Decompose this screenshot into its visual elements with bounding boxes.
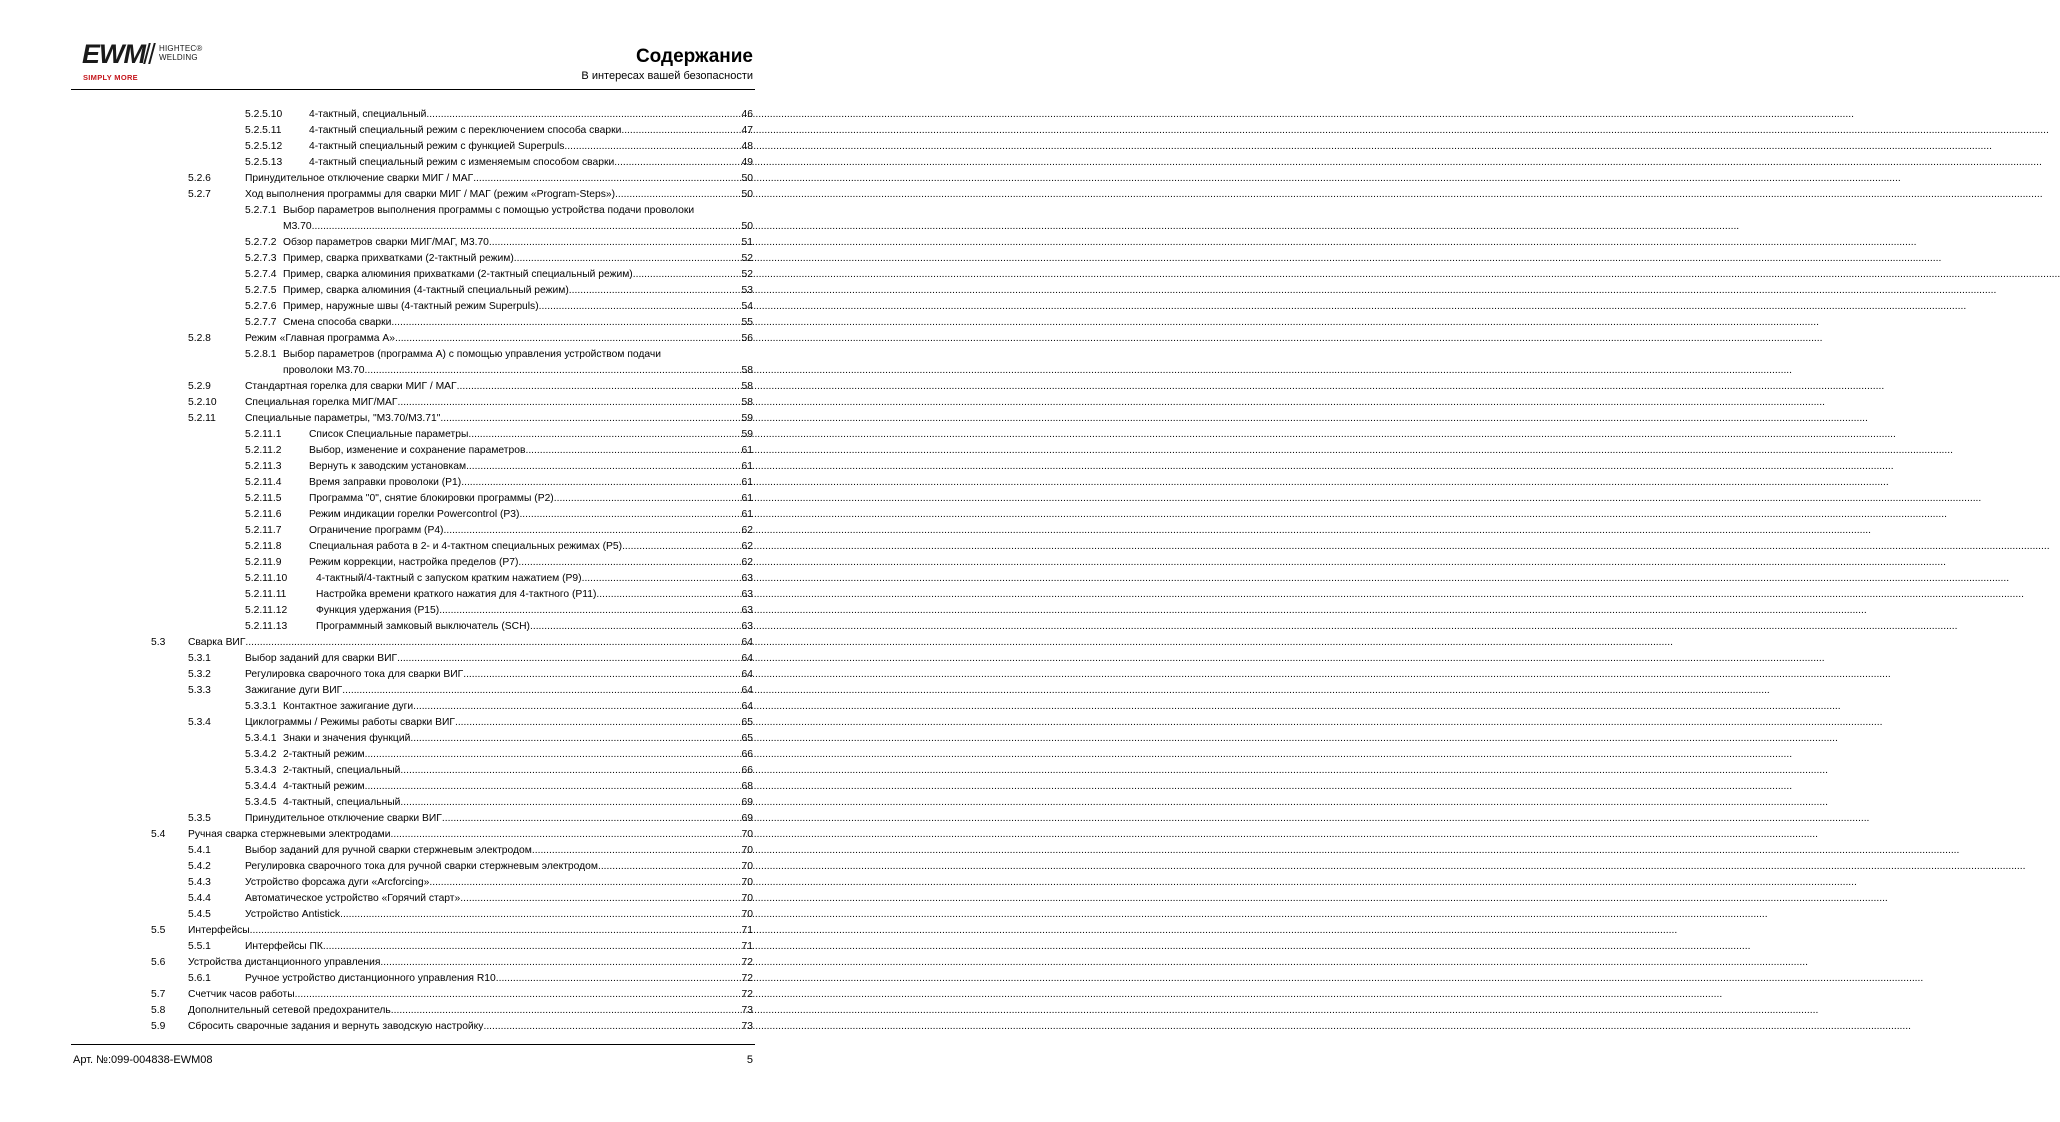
toc-leader-dots	[295, 987, 741, 1003]
toc-leader-dots	[250, 923, 741, 939]
toc-entry[interactable]	[0, 859, 793, 875]
logo-wordmark: EWM	[82, 39, 145, 69]
toc-entry-title: Сбросить сварочные задания и вернуть заводскую настройку	[188, 1021, 484, 1032]
toc-leader-dots	[615, 187, 740, 203]
toc-leader-dots	[496, 971, 741, 987]
toc-entry-page: 50	[741, 189, 753, 200]
toc-entry[interactable]	[0, 299, 793, 315]
toc-entry-number: 5.2.11.2	[245, 445, 282, 456]
toc-entry-page: 63	[741, 605, 753, 616]
toc-entry-number: 5.6.1	[188, 973, 211, 984]
toc-entry[interactable]	[0, 491, 793, 507]
toc-leader-dots	[483, 1019, 740, 1035]
toc-leader-dots	[439, 603, 740, 619]
toc-entry-page: 62	[741, 557, 753, 568]
toc-entry-title: Выбор параметров (программа А) с помощью управления устройством подачи	[283, 349, 662, 360]
toc-entry-page: 54	[741, 301, 753, 312]
toc-leader-dots	[582, 571, 741, 587]
toc-entry[interactable]	[0, 987, 793, 1003]
toc-leader-dots	[554, 491, 741, 507]
toc-leader-dots	[468, 427, 740, 443]
toc-entry-title: Выбор параметров выполнения программы с помощью устройства подачи проволоки	[283, 205, 695, 216]
toc-entry-number: 5.2.5.12	[245, 141, 283, 152]
toc-leader-dots	[455, 715, 741, 731]
logo-tagline-1: HIGHTEC®	[159, 44, 203, 53]
toc-entry-page: 64	[741, 685, 753, 696]
toc-entry-number: 5.2.7.6	[245, 301, 277, 312]
toc-entry-title: Ограничение программ (P4)	[309, 525, 444, 536]
toc-leader-dots	[564, 139, 740, 155]
toc-entry[interactable]	[0, 411, 793, 427]
toc-entry[interactable]	[0, 587, 793, 603]
toc-entry-title: Пример, сварка алюминия (4-тактный специальный режим)	[283, 285, 569, 296]
toc-leader-dots	[390, 827, 740, 843]
toc-entry-number: 5.3.3.1	[245, 701, 277, 712]
toc-entry-title: Ручная сварка стержневыми электродами	[188, 829, 391, 840]
article-number: Арт. №:099-004838-EWM08	[73, 1054, 213, 1066]
toc-entry-title: Пример, сварка прихватками (2-тактный режим)	[283, 253, 514, 264]
toc-entry-number: 5.2.11.10	[245, 573, 288, 584]
toc-leader-dots	[621, 123, 740, 139]
toc-entry[interactable]	[0, 459, 793, 475]
toc-entry[interactable]	[0, 603, 793, 619]
toc-entry[interactable]	[0, 907, 793, 923]
toc-entry-title: 4-тактный специальный режим с изменяемым способом сварки	[309, 157, 615, 168]
toc-entry-page: 56	[741, 333, 753, 344]
toc-entry-title: 4-тактный специальный режим с функцией Superpuls	[309, 141, 565, 152]
toc-entry[interactable]	[0, 235, 793, 251]
toc-entry-title: Специальная работа в 2- и 4-тактном специальных режимах (P5)	[309, 541, 623, 552]
toc-leader-dots	[518, 555, 740, 571]
toc-entry[interactable]	[0, 107, 793, 123]
toc-entry-page: 61	[741, 445, 753, 456]
toc-leader-dots	[440, 411, 740, 427]
toc-entry[interactable]	[0, 667, 793, 683]
toc-entry[interactable]	[0, 939, 793, 955]
toc-entry[interactable]	[0, 795, 793, 811]
toc-entry-number: 5.3.4.1	[245, 733, 277, 744]
logo-tagline-2: WELDING	[159, 53, 198, 62]
toc-entry-number: 5.2.11	[188, 413, 216, 424]
toc-entry[interactable]	[0, 683, 793, 699]
toc-entry-title: 4-тактный специальный режим с переключением способа сварки	[309, 125, 622, 136]
toc-entry-page: 51	[741, 237, 753, 248]
toc-entry-title: Вернуть к заводским установкам	[309, 461, 467, 472]
toc-entry-number: 5.2.9	[188, 381, 211, 392]
toc-entry-number: 5.2.7.2	[245, 237, 277, 248]
toc-entry-number: 5.2.6	[188, 173, 211, 184]
toc-entry-title: Сварка ВИГ	[188, 637, 246, 648]
toc-leader-dots	[598, 859, 741, 875]
toc-entry-page: 70	[741, 845, 753, 856]
toc-entry-title: Функция удержания (P15)	[316, 605, 440, 616]
toc-entry-number: 5.2.11.6	[245, 509, 282, 520]
toc-entry[interactable]	[0, 443, 793, 459]
toc-leader-dots	[461, 475, 740, 491]
toc-entry-number: 5.2.7.1	[245, 205, 277, 216]
toc-entry-number: 5.3	[151, 637, 166, 648]
toc-entry[interactable]	[0, 779, 793, 795]
toc-entry-number: 5.2.11.8	[245, 541, 282, 552]
toc-entry-title: Устройство форсажа дуги «Arcforcing»	[245, 877, 430, 888]
toc-leader-dots	[413, 699, 740, 715]
toc-entry-page: 70	[741, 909, 753, 920]
toc-entry-number: 5.2.10	[188, 397, 217, 408]
toc-entry-number: 5.3.1	[188, 653, 211, 664]
toc-entry-number: 5.2.11.11	[245, 589, 287, 600]
toc-entry[interactable]	[0, 875, 793, 891]
toc-entry-number: 5.6	[151, 957, 166, 968]
toc-leader-dots	[391, 1003, 741, 1019]
toc-entry-number: 5.3.3	[188, 685, 211, 696]
footer-divider	[71, 1044, 755, 1045]
toc-leader-dots	[596, 587, 740, 603]
toc-entry[interactable]	[0, 811, 793, 827]
toc-leader-dots	[245, 635, 740, 651]
toc-entry-title: Программный замковый выключатель (SCH)	[316, 621, 530, 632]
toc-leader-dots	[460, 891, 740, 907]
toc-entry-continuation[interactable]	[0, 363, 793, 379]
toc-entry-title: Пример, наружные швы (4-тактный режим Superpuls)	[283, 301, 539, 312]
toc-leader-dots	[397, 651, 740, 667]
toc-entry-page: 58	[741, 397, 753, 408]
toc-entry-title: Регулировка сварочного тока для ручной сварки стержневым электродом	[245, 861, 598, 872]
toc-entry[interactable]	[0, 395, 793, 411]
toc-leader-dots	[532, 843, 741, 859]
toc-entry[interactable]	[0, 523, 793, 539]
page-number: 5	[746, 1054, 753, 1066]
toc-entry-title: Специальные параметры, "M3.70/M3.71"	[245, 413, 441, 424]
toc-leader-dots	[426, 107, 740, 123]
toc-leader-dots	[443, 523, 740, 539]
toc-entry-number: 5.3.4.3	[245, 765, 277, 776]
toc-entry-title: 2-тактный, специальный	[283, 765, 401, 776]
logo-tagline	[159, 44, 203, 62]
toc-entry[interactable]	[0, 507, 793, 523]
toc-entry-page: 64	[741, 701, 753, 712]
toc-entry-title-continued: проволоки M3.70	[283, 365, 365, 376]
toc-entry-title: Дополнительный сетевой предохранитель	[188, 1005, 391, 1016]
toc-entry-number: 5.2.5.11	[245, 125, 282, 136]
toc-entry-number: 5.2.11.5	[245, 493, 282, 504]
toc-entry-page: 68	[741, 781, 753, 792]
toc-entry-page: 69	[741, 813, 753, 824]
toc-entry[interactable]	[0, 619, 793, 635]
toc-entry-page: 62	[741, 525, 753, 536]
toc-entry-page: 59	[741, 429, 753, 440]
toc-entry[interactable]	[0, 731, 793, 747]
toc-entry-page: 47	[741, 125, 753, 136]
toc-leader-dots	[395, 331, 741, 347]
toc-entry[interactable]	[0, 123, 793, 139]
toc-entry-title: Время заправки проволоки (P1)	[309, 477, 462, 488]
toc-entry[interactable]	[0, 1003, 793, 1019]
toc-leader-dots	[397, 395, 740, 411]
toc-entry-title: Список Специальные параметры	[309, 429, 469, 440]
toc-entry[interactable]	[0, 251, 793, 267]
toc-leader-dots	[473, 171, 740, 187]
toc-entry[interactable]	[0, 971, 793, 987]
toc-entry-page: 66	[741, 765, 753, 776]
toc-entry-page: 61	[741, 461, 753, 472]
toc-entry[interactable]	[0, 955, 793, 971]
toc-entry-title: Счетчик часов работы	[188, 989, 295, 1000]
toc-entry-number: 5.4	[151, 829, 166, 840]
toc-leader-dots	[365, 779, 741, 795]
toc-entry[interactable]	[0, 651, 793, 667]
toc-entry-title: Ручное устройство дистанционного управления R10	[245, 973, 496, 984]
toc-entry-title: Контактное зажигание дуги	[283, 701, 414, 712]
toc-entry-number: 5.2.5.13	[245, 157, 283, 168]
toc-entry-number: 5.2.5.10	[245, 109, 283, 120]
logo-slogan: SIMPLY MORE	[83, 73, 138, 82]
toc-entry-number: 5.2.7.5	[245, 285, 277, 296]
toc-entry[interactable]	[0, 1019, 793, 1035]
toc-leader-dots	[539, 299, 741, 315]
toc-entry-title: Выбор заданий для сварки ВИГ	[245, 653, 398, 664]
toc-entry-title: 4-тактный режим	[283, 781, 365, 792]
toc-entry-title: Ход выполнения программы для сварки МИГ / МАГ (режим «Program-Steps»)	[245, 189, 616, 200]
toc-leader-dots	[525, 443, 740, 459]
toc-leader-dots	[442, 811, 741, 827]
toc-entry-title: Интерфейсы ПК	[245, 941, 323, 952]
toc-entry-page: 72	[741, 989, 753, 1000]
toc-leader-dots	[380, 955, 740, 971]
toc-entry[interactable]	[0, 891, 793, 907]
page-title: Содержание	[635, 46, 753, 67]
toc-entry[interactable]	[0, 379, 793, 395]
toc-entry[interactable]	[0, 747, 793, 763]
toc-leader-dots	[340, 907, 740, 923]
toc-leader-dots	[614, 155, 740, 171]
toc-entry[interactable]	[0, 763, 793, 779]
toc-entry-page: 70	[741, 861, 753, 872]
toc-entry-title: Режим индикации горелки Powercontrol (P3)	[309, 509, 520, 520]
toc-entry-number: 5.3.4	[188, 717, 211, 728]
toc-leader-dots	[342, 683, 740, 699]
toc-entry-page: 52	[741, 253, 753, 264]
toc-entry-number: 5.2.7.4	[245, 269, 277, 280]
toc-leader-dots	[489, 235, 741, 251]
toc-entry-page: 59	[741, 413, 753, 424]
toc-entry-number: 5.7	[151, 989, 166, 1000]
toc-entry-title: 4-тактный, специальный	[309, 109, 427, 120]
toc-entry-title: Автоматическое устройство «Горячий старт»	[245, 893, 461, 904]
toc-entry-number: 5.4.5	[188, 909, 211, 920]
toc-entry-title: Режим «Главная программа А»	[245, 333, 395, 344]
toc-entry-page: 64	[741, 653, 753, 664]
toc-entry[interactable]	[0, 347, 793, 363]
toc-entry-number: 5.2.7	[188, 189, 211, 200]
toc-entry-page: 53	[741, 285, 753, 296]
toc-leader-dots	[323, 939, 741, 955]
toc-leader-dots	[466, 459, 740, 475]
toc-entry-page: 73	[741, 1021, 753, 1032]
toc-entry[interactable]	[0, 171, 793, 187]
ewm-logo	[82, 41, 202, 81]
toc-entry-page: 61	[741, 509, 753, 520]
toc-entry-number: 5.3.5	[188, 813, 211, 824]
toc-entry-title: Устройство Antistick	[245, 909, 341, 920]
toc-entry-number: 5.2.7.3	[245, 253, 277, 264]
toc-entry-title: Принудительное отключение сварки МИГ / МАГ	[245, 173, 474, 184]
toc-entry-number: 5.2.11.4	[245, 477, 282, 488]
toc-entry-number: 5.3.2	[188, 669, 211, 680]
toc-entry-page: 61	[741, 493, 753, 504]
toc-entry[interactable]	[0, 715, 793, 731]
toc-entry[interactable]	[0, 843, 793, 859]
toc-entry[interactable]	[0, 267, 793, 283]
toc-leader-dots	[622, 539, 740, 555]
toc-entry-page: 61	[741, 477, 753, 488]
toc-entry-number: 5.2.11.9	[245, 557, 282, 568]
toc-entry-page: 58	[741, 365, 753, 376]
toc-entry-title: Настройка времени краткого нажатия для 4-тактного (P11)	[316, 589, 597, 600]
header-divider	[71, 89, 755, 90]
toc-entry-page: 70	[741, 829, 753, 840]
toc-leader-dots	[312, 219, 741, 235]
toc-leader-dots	[457, 379, 741, 395]
toc-entry-page: 48	[741, 141, 753, 152]
toc-leader-dots	[400, 795, 740, 811]
toc-entry-title: Выбор заданий для ручной сварки стержневым электродом	[245, 845, 532, 856]
toc-entry-title-continued: M3.70	[283, 221, 312, 232]
toc-entry-number: 5.5.1	[188, 941, 211, 952]
toc-entry-number: 5.3.4.5	[245, 797, 277, 808]
page-subtitle: В интересах вашей безопасности	[581, 70, 753, 82]
toc-entry[interactable]	[0, 283, 793, 299]
toc-entry-page: 71	[741, 941, 753, 952]
toc-entry-page: 64	[741, 637, 753, 648]
toc-entry-title: Режим коррекции, настройка пределов (P7)	[309, 557, 519, 568]
toc-leader-dots	[364, 363, 740, 379]
toc-entry-number: 5.5	[151, 925, 166, 936]
toc-entry-page: 64	[741, 669, 753, 680]
toc-entry-title: Устройства дистанционного управления	[188, 957, 381, 968]
toc-entry-number: 5.2.11.12	[245, 605, 288, 616]
toc-entry-page: 50	[741, 221, 753, 232]
toc-entry-title: Смена способа сварки	[283, 317, 392, 328]
toc-entry[interactable]	[0, 699, 793, 715]
toc-entry-number: 5.2.8.1	[245, 349, 277, 360]
toc-entry-page: 63	[741, 589, 753, 600]
toc-entry-number: 5.3.4.4	[245, 781, 277, 792]
toc-entry-number: 5.9	[151, 1021, 166, 1032]
toc-entry[interactable]	[0, 315, 793, 331]
toc-entry-title: Регулировка сварочного тока для сварки ВИГ	[245, 669, 464, 680]
toc-leader-dots	[400, 763, 740, 779]
toc-entry-page: 65	[741, 717, 753, 728]
toc-entry-number: 5.3.4.2	[245, 749, 277, 760]
toc-entry-page: 70	[741, 877, 753, 888]
toc-entry-page: 63	[741, 621, 753, 632]
toc-entry[interactable]	[0, 155, 793, 171]
toc-entry-number: 5.4.2	[188, 861, 211, 872]
toc-entry-title: Стандартная горелка для сварки МИГ / МАГ	[245, 381, 457, 392]
toc-entry-title: Интерфейсы	[188, 925, 250, 936]
toc-entry-page: 52	[741, 269, 753, 280]
toc-entry-page: 58	[741, 381, 753, 392]
toc-entry-number: 5.2.11.1	[245, 429, 282, 440]
toc-entry[interactable]	[0, 635, 793, 651]
toc-entry-page: 49	[741, 157, 753, 168]
toc-entry-title: Знаки и значения функций	[283, 733, 411, 744]
toc-leader-dots	[530, 619, 741, 635]
toc-leader-dots	[463, 667, 740, 683]
toc-entry-page: 72	[741, 973, 753, 984]
toc-entry[interactable]	[0, 203, 793, 219]
toc-entry-title: 4-тактный, специальный	[283, 797, 401, 808]
toc-leader-dots	[365, 747, 741, 763]
toc-entry-page: 72	[741, 957, 753, 968]
toc-entry-title: Принудительное отключение сварки ВИГ	[245, 813, 442, 824]
toc-entry-page: 65	[741, 733, 753, 744]
toc-entry-number: 5.8	[151, 1005, 166, 1016]
toc-entry-page: 46	[741, 109, 753, 120]
toc-entry-page: 69	[741, 797, 753, 808]
toc-leader-dots	[519, 507, 740, 523]
toc-entry-number: 5.2.7.7	[245, 317, 277, 328]
toc-entry-title: Специальная горелка МИГ/МАГ	[245, 397, 398, 408]
toc-entry-page: 71	[741, 925, 753, 936]
table-of-contents	[0, 107, 793, 1035]
toc-entry-page: 73	[741, 1005, 753, 1016]
toc-entry[interactable]	[0, 187, 793, 203]
toc-entry[interactable]	[0, 923, 793, 939]
toc-entry-title: Зажигание дуги ВИГ	[245, 685, 343, 696]
toc-entry[interactable]	[0, 827, 793, 843]
toc-leader-dots	[514, 251, 741, 267]
toc-entry-number: 5.2.8	[188, 333, 211, 344]
toc-entry-title: Пример, сварка алюминия прихватками (2-тактный специальный режим)	[283, 269, 633, 280]
toc-entry-page: 70	[741, 893, 753, 904]
toc-entry-number: 5.4.3	[188, 877, 211, 888]
toc-entry-page: 55	[741, 317, 753, 328]
toc-entry-title: 4-тактный/4-тактный с запуском кратким нажатием (P9)	[316, 573, 582, 584]
toc-entry[interactable]	[0, 571, 793, 587]
toc-leader-dots	[633, 267, 741, 283]
toc-entry-number: 5.2.11.7	[245, 525, 282, 536]
toc-entry[interactable]	[0, 475, 793, 491]
toc-leader-dots	[429, 875, 740, 891]
toc-entry-number: 5.2.11.3	[245, 461, 282, 472]
toc-entry-page: 50	[741, 173, 753, 184]
toc-entry-page: 63	[741, 573, 753, 584]
toc-entry[interactable]	[0, 555, 793, 571]
toc-entry-number: 5.4.1	[188, 845, 211, 856]
toc-entry-title: Циклограммы / Режимы работы сварки ВИГ	[245, 717, 455, 728]
toc-entry-title: Выбор, изменение и сохранение параметров	[309, 445, 526, 456]
toc-entry[interactable]	[0, 427, 793, 443]
toc-entry-title: Программа "0", снятие блокировки программы (P2)	[309, 493, 554, 504]
toc-entry-title: 2-тактный режим	[283, 749, 365, 760]
toc-entry-continuation[interactable]	[0, 219, 793, 235]
toc-entry[interactable]	[0, 331, 793, 347]
toc-entry-page: 66	[741, 749, 753, 760]
toc-entry-number: 5.2.11.13	[245, 621, 288, 632]
toc-entry[interactable]	[0, 539, 793, 555]
toc-leader-dots	[569, 283, 741, 299]
toc-entry[interactable]	[0, 139, 793, 155]
toc-leader-dots	[410, 731, 740, 747]
toc-entry-number: 5.4.4	[188, 893, 211, 904]
toc-leader-dots	[391, 315, 740, 331]
toc-entry-page: 62	[741, 541, 753, 552]
toc-entry-title: Обзор параметров сварки МИГ/МАГ, M3.70	[283, 237, 489, 248]
